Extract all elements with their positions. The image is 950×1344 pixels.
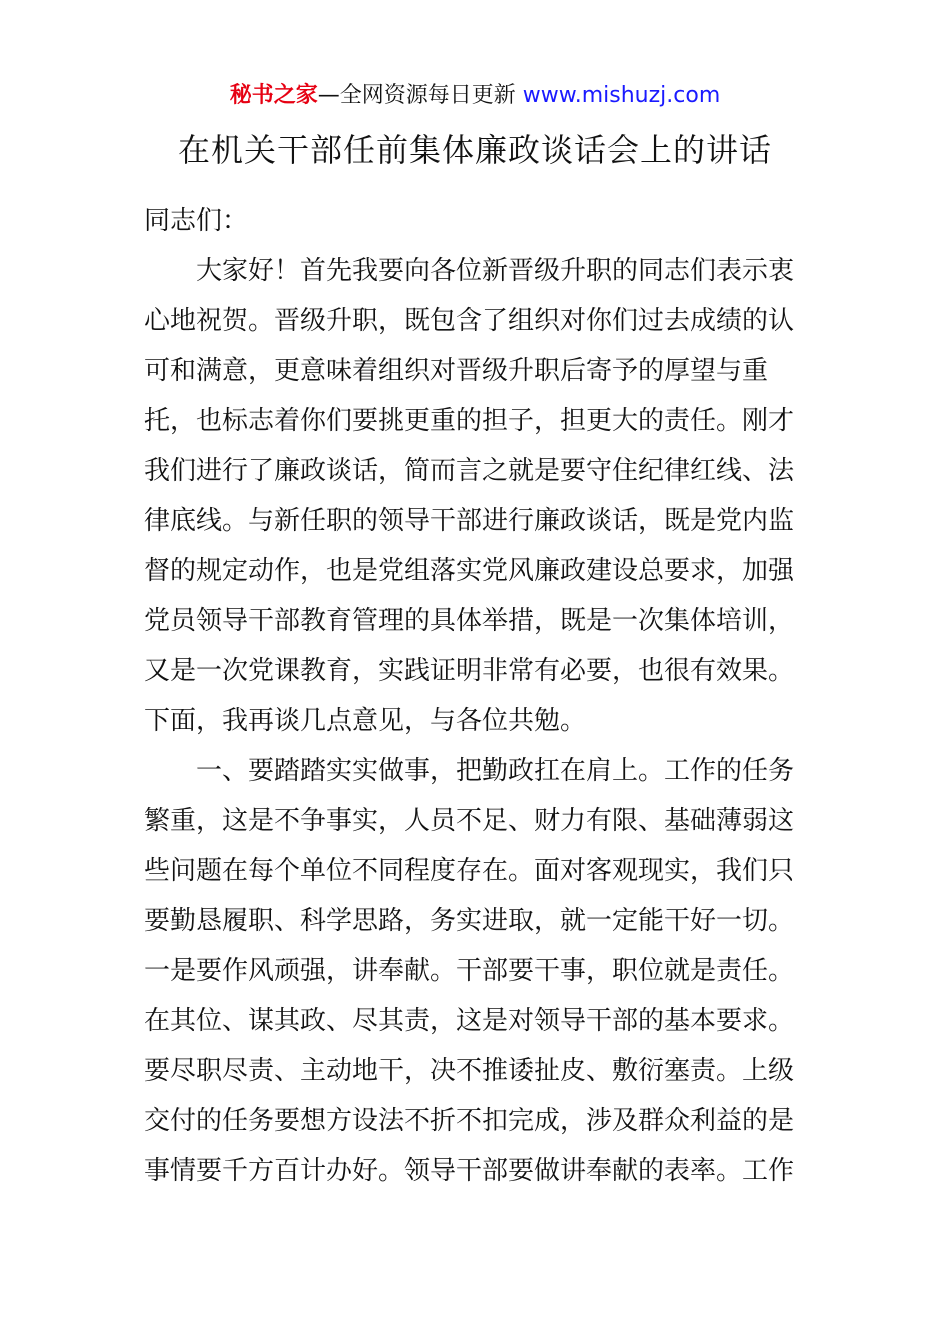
paragraph-line: 我们进行了廉政谈话，简而言之就是要守住纪律红线、法	[144, 456, 795, 486]
paragraph-line: 要尽职尽责、主动地干，决不推诿扯皮、敷衍塞责。上级	[144, 1056, 795, 1086]
salutation: 同志们：	[144, 206, 249, 236]
site-banner	[0, 80, 950, 112]
paragraph-line: 可和满意，更意味着组织对晋级升职后寄予的厚望与重	[144, 356, 769, 386]
paragraph-line: 交付的任务要想方设法不折不扣完成，涉及群众利益的是	[144, 1106, 795, 1136]
banner-tagline: —全网资源每日更新	[317, 83, 516, 108]
paragraph-line: 律底线。与新任职的领导干部进行廉政谈话，既是党内监	[144, 506, 795, 536]
paragraph-line: 托，也标志着你们要挑更重的担子，担更大的责任。刚才	[144, 406, 795, 436]
paragraph-line: 繁重，这是不争事实，人员不足、财力有限、基础薄弱这	[144, 806, 795, 836]
brand-name: 秘书之家	[229, 83, 318, 108]
document-title: 在机关干部任前集体廉政谈话会上的讲话	[177, 131, 772, 169]
paragraph-line: 心地祝贺。晋级升职，既包含了组织对你们过去成绩的认	[144, 306, 795, 336]
paragraph-line: 下面，我再谈几点意见，与各位共勉。	[144, 706, 587, 736]
paragraph-line: 在其位、谋其政、尽其责，这是对领导干部的基本要求。	[144, 1006, 795, 1036]
paragraph-line: 些问题在每个单位不同程度存在。面对客观现实，我们只	[144, 856, 795, 886]
paragraph-line: 要勤恳履职、科学思路，务实进取，就一定能干好一切。	[144, 906, 795, 936]
paragraph-line: 党员领导干部教育管理的具体举措，既是一次集体培训，	[144, 606, 795, 636]
site-url[interactable]: www.mishuzj.com	[522, 83, 721, 108]
paragraph-line: 大家好！首先我要向各位新晋级升职的同志们表示衷	[196, 256, 795, 286]
section-heading-line: 一、要踏踏实实做事，把勤政扛在肩上。工作的任务	[196, 756, 795, 786]
paragraph-line: 又是一次党课教育，实践证明非常有必要，也很有效果。	[144, 656, 795, 686]
document-body	[144, 196, 812, 1196]
paragraph-line: 一是要作风顽强，讲奉献。干部要干事，职位就是责任。	[144, 956, 795, 986]
paragraph-line: 事情要千方百计办好。领导干部要做讲奉献的表率。工作	[144, 1156, 795, 1186]
paragraph-line: 督的规定动作，也是党组落实党风廉政建设总要求，加强	[144, 556, 795, 586]
